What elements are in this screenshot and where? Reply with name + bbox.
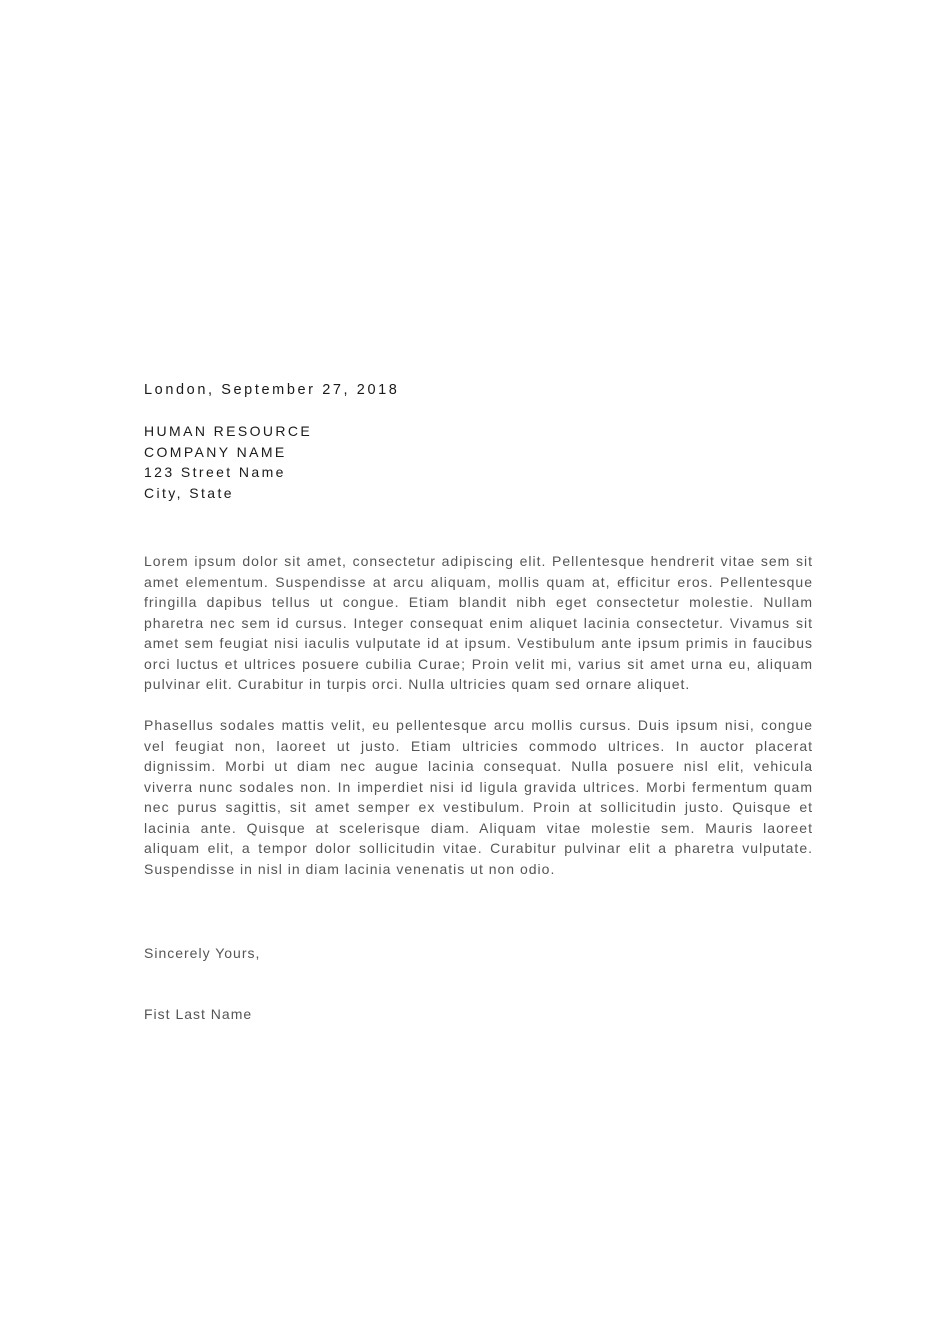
closing-line: Sincerely Yours, — [144, 945, 261, 961]
recipient-street: 123 Street Name — [144, 464, 286, 480]
letter-paragraphs — [144, 551, 813, 879]
date-line: London, September 27, 2018 — [144, 382, 400, 398]
signature-name: Fist Last Name — [144, 1006, 253, 1022]
recipient-address — [144, 421, 813, 503]
recipient-department: HUMAN RESOURCE — [144, 423, 313, 439]
body-paragraph-2: Phasellus sodales mattis velit, eu pellentesque arcu mollis cursus. Duis ipsum nisi, congue vel feugiat non, laoreet ut justo. Etiam ultricies commodo ultrices. In auctor placerat dignissim. Morbi ut diam nec augue lacinia consequat. Nulla posuere nisl elit, vehicula viverra nunc sodales non. In imperdiet nisi id ligula gravida ultrices. Morbi fermentum quam nec purus sagittis, sit amet semper ex vestibulum. Proin at sollicitudin justo. Quisque et lacinia ante. Quisque at scelerisque diam. Aliquam vitae molestie sem. Mauris laoreet aliquam elit, a tempor dolor sollicitudin vitae. Curabitur pulvinar elit a pharetra vulputate. Suspendisse in nisl in diam lacinia venenatis ut non odio. — [144, 717, 813, 877]
body-paragraph-1: Lorem ipsum dolor sit amet, consectetur adipiscing elit. Pellentesque hendrerit vitae sem sit amet elementum. Suspendisse at arcu aliquam, mollis quam at, efficitur eros. Pellentesque fringilla dapibus tellus ut congue. Etiam blandit nibh eget consectetur molestie. Nullam pharetra nec sem id cursus. Integer consequat enim aliquet lacinia consectetur. Vivamus sit amet sem feugiat nisi iaculis vulputate id at ipsum. Vestibulum ante ipsum primis in faucibus orci luctus et ultrices posuere cubilia Curae; Proin velit mi, varius sit amet urna eu, aliquam pulvinar elit. Curabitur in turpis orci. Nulla ultricies quam sed ornare aliquet. — [144, 553, 813, 692]
letter-body — [144, 380, 813, 1024]
recipient-company: COMPANY NAME — [144, 443, 287, 460]
recipient-city-state: City, State — [144, 484, 234, 501]
